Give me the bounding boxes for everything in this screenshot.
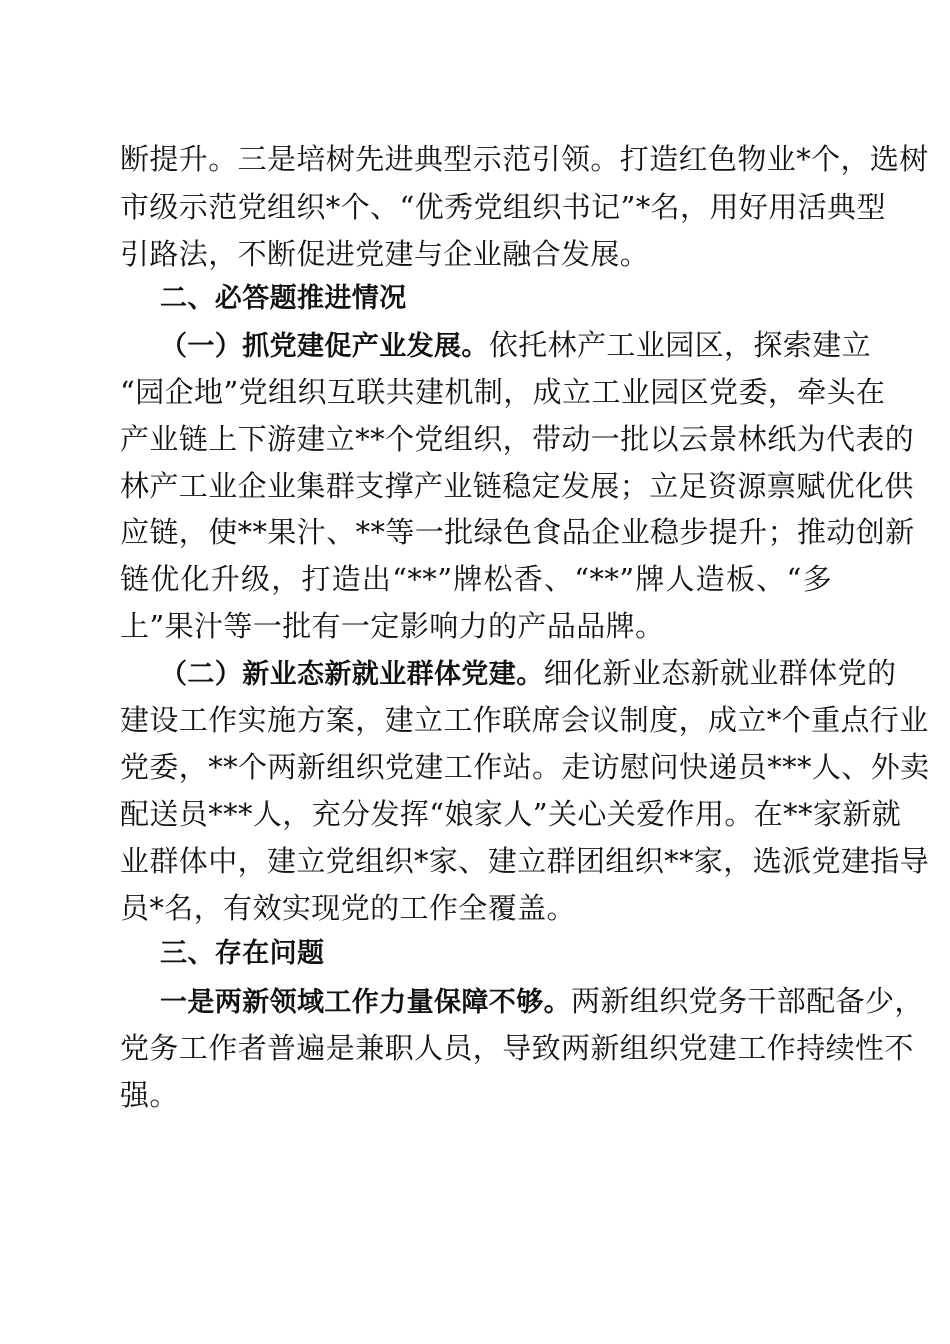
paragraph-line: “园企地”党组织互联共建机制，成立工业园区党委，牵头在 (120, 375, 886, 409)
paragraph-line: 业群体中，建立党组织*家、建立群团组织**家，选派党建指导 (120, 844, 930, 878)
subheading-lead: （一）抓党建促产业发展。 (160, 331, 489, 362)
subheading-lead: （二）新业态新就业群体党建。 (160, 659, 544, 690)
paragraph-line: 配送员***人，充分发挥“娘家人”关心关爱作用。在**家新就 (120, 797, 902, 831)
paragraph-line: 党委，**个两新组织党建工作站。走访慰问快递员***人、外卖 (120, 750, 930, 784)
paragraph-line: 断提升。三是培树先进典型示范引领。打造红色物业*个，选树 (120, 142, 929, 176)
paragraph-first-line (160, 322, 872, 368)
paragraph-line: 党务工作者普遍是兼职人员，导致两新组织党建工作持续性不 (120, 1031, 914, 1065)
paragraph-line: 引路法，不断促进党建与企业融合发展。 (120, 237, 650, 271)
subheading-lead: 一是两新领域工作力量保障不够。 (160, 987, 571, 1018)
paragraph-line: 建设工作实施方案，建立工作联席会议制度，成立*个重点行业 (120, 703, 929, 737)
paragraph-text: 依托林产工业园区，探索建立 (488, 328, 872, 362)
section-heading: 三、存在问题 (160, 938, 325, 969)
paragraph-line: 员*名，有效实现党的工作全覆盖。 (120, 891, 576, 925)
section-heading: 二、必答题推进情况 (160, 283, 407, 314)
paragraph-line: 产业链上下游建立**个党组织，带动一批以云景林纸为代表的 (120, 422, 915, 456)
paragraph-line: 林产工业企业集群支撑产业链稳定发展；立足资源禀赋优化供 (120, 469, 914, 503)
paragraph-first-line (160, 978, 924, 1024)
paragraph-line: 市级示范党组织*个、“优秀党组织书记”*名，用好用活典型 (120, 190, 886, 224)
paragraph-line: 上”果汁等一批有一定影响力的产品品牌。 (120, 609, 665, 643)
paragraph-text: 两新组织党务干部配备少， (571, 984, 924, 1018)
paragraph-line: 链优化升级，打造出“**”牌松香、“**”牌人造板、“多 (120, 562, 832, 596)
paragraph-line: 应链，使**果汁、**等一批绿色食品企业稳步提升；推动创新 (120, 515, 915, 549)
paragraph-line: 强。 (120, 1078, 179, 1112)
paragraph-text: 细化新业态新就业群体党的 (543, 656, 897, 690)
paragraph-first-line (160, 650, 897, 696)
